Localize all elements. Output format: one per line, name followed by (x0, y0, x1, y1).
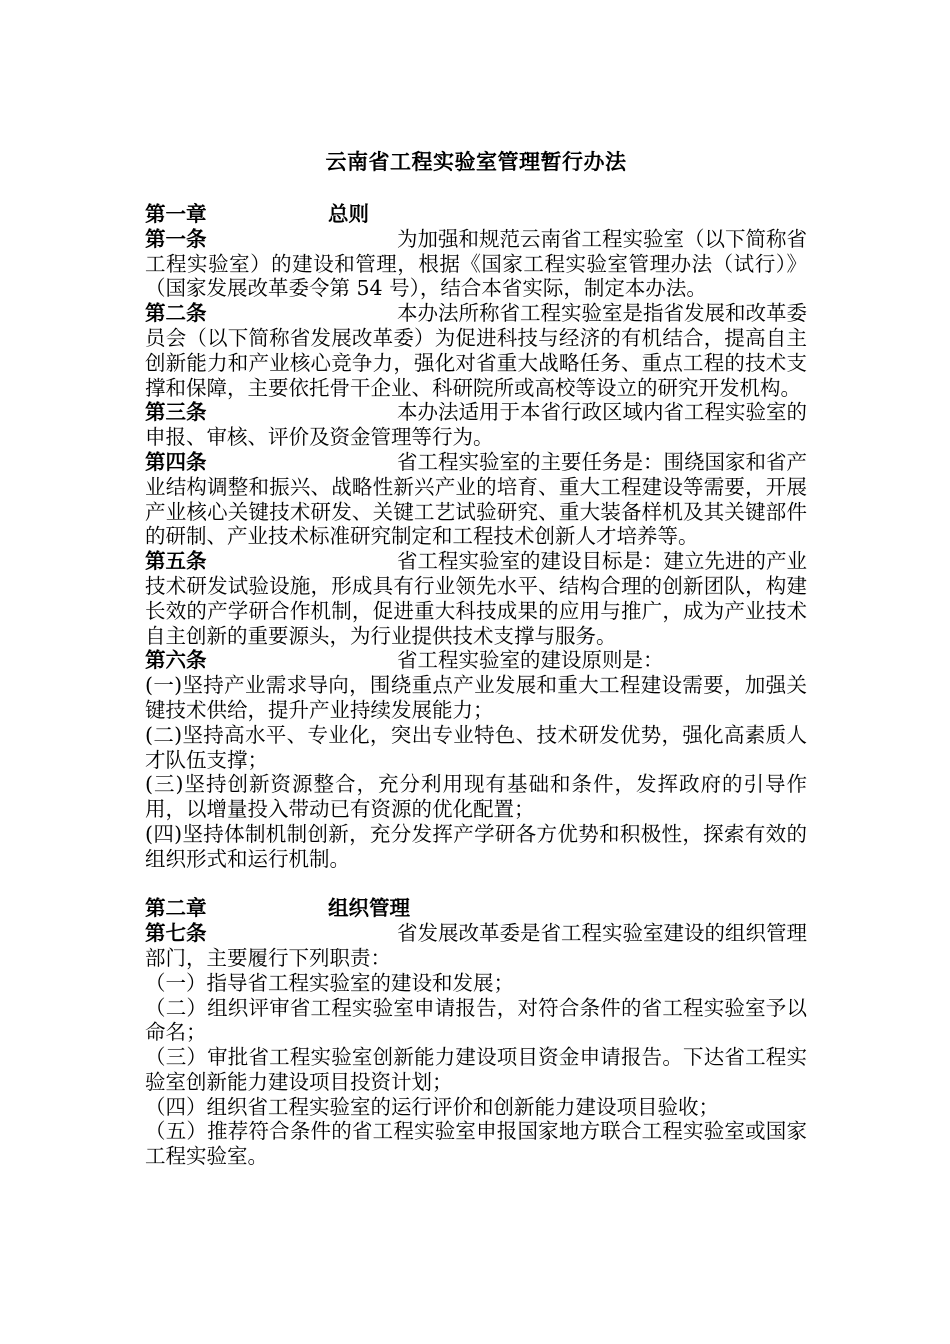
chapter-number: 第一章 (145, 202, 207, 226)
article-text: 为加强和规范云南省工程实验室（以下简称省工程实验室）的建设和管理，根据《国家工程实验室管理办法（试行）》（国家发展改革委令第 54 号），结合本省实际，制定本办法。 (145, 226, 807, 301)
chapter-name: 组织管理 (328, 896, 410, 921)
article-number: 第四条 (145, 449, 207, 474)
article-text: 省工程实验室的建设目标是：建立先进的产业技术研发试验设施，形成具有行业领先水平、结构合理的创新团队，构建长效的产学研合作机制，促进重大科技成果的应用与推广，成为产业技术自主创新的重要源头，为行业提供技术支撑与服务。 (145, 549, 807, 648)
list-item: （一）指导省工程实验室的建设和发展； (145, 970, 514, 995)
document-body (145, 202, 807, 1169)
blank-line (145, 872, 807, 897)
article-number: 第三条 (145, 400, 207, 425)
list-item: （五）推荐符合条件的省工程实验室申报国家地方联合工程实验室或国家工程实验室。 (145, 1119, 807, 1169)
list-item: (一)坚持产业需求导向，围绕重点产业发展和重大工程建设需要，加强关键技术供给，提升产业持续发展能力； (145, 673, 807, 722)
list-item: （二）组织评审省工程实验室申请报告，对符合条件的省工程实验室予以命名； (145, 995, 807, 1045)
article (145, 648, 807, 673)
chapter-heading (145, 896, 807, 921)
article-number: 第一条 (145, 226, 207, 251)
list-item: （四）组织省工程实验室的运行评价和创新能力建设项目验收； (145, 1094, 719, 1119)
article-number: 第二条 (145, 301, 207, 326)
article-number: 第七条 (145, 921, 207, 946)
chapter-name: 总则 (328, 202, 369, 226)
article-text: 本办法适用于本省行政区域内省工程实验室的申报、审核、评价及资金管理等行为。 (145, 400, 807, 450)
list-item: (四)坚持体制机制创新，充分发挥产学研各方优势和积极性，探索有效的组织形式和运行机制。 (145, 821, 807, 871)
document-title: 云南省工程实验室管理暂行办法 (325, 150, 627, 174)
article-text: 本办法所称省工程实验室是指省发展和改革委员会（以下简称省发展改革委）为促进科技与经济的有机结合，提高自主创新能力和产业核心竞争力，强化对省重大战略任务、重点工程的技术支撑和保障，主要依托骨干企业、科研院所或高校等设立的研究开发机构。 (145, 301, 807, 400)
list-item: (三)坚持创新资源整合，充分利用现有基础和条件，发挥政府的引导作用，以增量投入带动已有资源的优化配置； (145, 772, 807, 822)
list-item: (二)坚持高水平、专业化，突出专业特色、技术研发优势，强化高素质人才队伍支撑； (145, 722, 807, 772)
article (145, 301, 807, 400)
article (145, 227, 807, 301)
article (145, 921, 807, 971)
article (145, 400, 807, 450)
document-page (145, 148, 807, 1169)
chapter-heading (145, 202, 807, 227)
article-text: 省工程实验室的建设原则是： (397, 648, 664, 673)
article-text: 省工程实验室的主要任务是：围绕国家和省产业结构调整和振兴、战略性新兴产业的培育、重大工程建设等需要，开展产业核心关键技术研发、关键工艺试验研究、重大装备样机及其关键部件的研制、产业技术标准研究制定和工程技术创新人才培养等。 (145, 449, 807, 549)
chapter-number: 第二章 (145, 896, 207, 921)
article-text: 省发展改革委是省工程实验室建设的组织管理部门，主要履行下列职责： (145, 921, 807, 970)
article-number: 第六条 (145, 648, 207, 673)
list-item: （三）审批省工程实验室创新能力建设项目资金申请报告。下达省工程实验室创新能力建设项目投资计划； (145, 1045, 807, 1094)
article (145, 450, 807, 549)
article (145, 549, 807, 648)
article-number: 第五条 (145, 549, 207, 574)
